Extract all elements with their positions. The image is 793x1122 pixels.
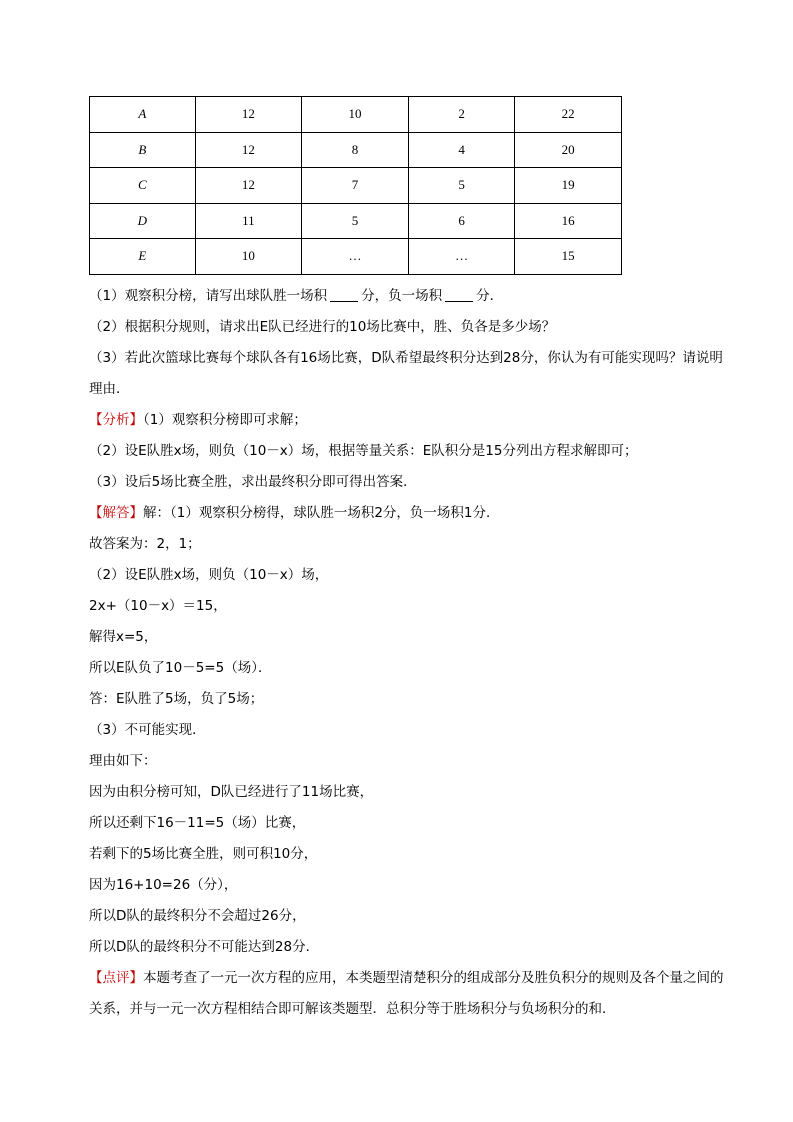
question-1: （1）观察积分榜，请写出球队胜一场积 分，负一场积 分． xyxy=(89,288,504,304)
comment-tag: 【点评】 xyxy=(89,970,143,986)
solution-line: 理由如下： xyxy=(89,753,157,769)
solution-line: 若剩下的5场比赛全胜，则可积10分， xyxy=(89,846,318,862)
table-cell: 20 xyxy=(515,132,622,168)
table-cell: 10 xyxy=(302,97,409,133)
solution-line: （3）不可能实现． xyxy=(89,722,206,738)
table-row xyxy=(90,168,622,204)
solution-line: 因为16+10=26（分）， xyxy=(89,877,238,893)
table-cell: 11 xyxy=(195,203,302,239)
solution-line: 所以D队的最终积分不可能达到28分． xyxy=(89,939,320,955)
content-body xyxy=(89,281,729,1025)
solution-line: 故答案为：2，1； xyxy=(89,536,201,552)
table-cell: … xyxy=(408,239,515,275)
score-table xyxy=(89,96,622,275)
table-row xyxy=(90,239,622,275)
solution-line: 所以D队的最终积分不会超过26分， xyxy=(89,908,306,924)
team-cell: C xyxy=(90,168,196,204)
table-cell: 2 xyxy=(408,97,515,133)
solution-line: 所以还剩下16－11=5（场）比赛， xyxy=(89,815,306,831)
team-cell: B xyxy=(90,132,196,168)
answer-blank-2[interactable] xyxy=(445,287,473,302)
solution-line-1: 【解答】解：（1）观察积分榜得，球队胜一场积2分，负一场积1分． xyxy=(89,505,500,521)
table-cell: 15 xyxy=(515,239,622,275)
team-cell: A xyxy=(90,97,196,133)
question-3: （3）若此次篮球比赛每个球队各有16场比赛，D队希望最终积分达到28分，你认为有可能实现吗？请说明理由． xyxy=(89,350,723,397)
table-cell: 19 xyxy=(515,168,622,204)
table-cell: 4 xyxy=(408,132,515,168)
solution-line: （2）设E队胜x场，则负（10－x）场， xyxy=(89,567,329,583)
analysis-line-2: （2）设E队胜x场，则负（10－x）场，根据等量关系：E队积分是15分列出方程求解即可； xyxy=(89,443,638,459)
table-cell: 16 xyxy=(515,203,622,239)
team-cell: D xyxy=(90,203,196,239)
table-row xyxy=(90,203,622,239)
solution-line: 答：E队胜了5场，负了5场； xyxy=(89,691,264,707)
analysis-line-1: 【分析】（1）观察积分榜即可求解； xyxy=(89,412,307,428)
analysis-tag: 【分析】 xyxy=(89,412,143,428)
solution-line: 解得x=5， xyxy=(89,629,158,645)
comment-paragraph: 【点评】本题考查了一元一次方程的应用，本类题型清楚积分的组成部分及胜负积分的规则及各个量之间的关系，并与一元一次方程相结合即可解该类题型．总积分等于胜场积分与负场积分的和． xyxy=(89,970,724,1017)
table-cell: 12 xyxy=(195,97,302,133)
solution-tag: 【解答】 xyxy=(89,505,143,521)
solution-line: 2x+（10－x）＝15， xyxy=(89,598,227,614)
answer-blank-1[interactable] xyxy=(330,287,358,302)
table-cell: 5 xyxy=(302,203,409,239)
table-cell: 8 xyxy=(302,132,409,168)
table-cell: … xyxy=(302,239,409,275)
table-cell: 5 xyxy=(408,168,515,204)
table-cell: 22 xyxy=(515,97,622,133)
analysis-line-3: （3）设后5场比赛全胜，求出最终积分即可得出答案． xyxy=(89,474,417,490)
table-row xyxy=(90,97,622,133)
solution-line: 因为由积分榜可知，D队已经进行了11场比赛， xyxy=(89,784,374,800)
solution-line: 所以E队负了10－5=5（场）． xyxy=(89,660,272,676)
table-cell: 12 xyxy=(195,168,302,204)
table-cell: 12 xyxy=(195,132,302,168)
table-cell: 6 xyxy=(408,203,515,239)
table-row xyxy=(90,132,622,168)
table-cell: 7 xyxy=(302,168,409,204)
table-cell: 10 xyxy=(195,239,302,275)
question-2: （2）根据积分规则，请求出E队已经进行的10场比赛中，胜、负各是多少场？ xyxy=(89,319,556,335)
team-cell: E xyxy=(90,239,196,275)
